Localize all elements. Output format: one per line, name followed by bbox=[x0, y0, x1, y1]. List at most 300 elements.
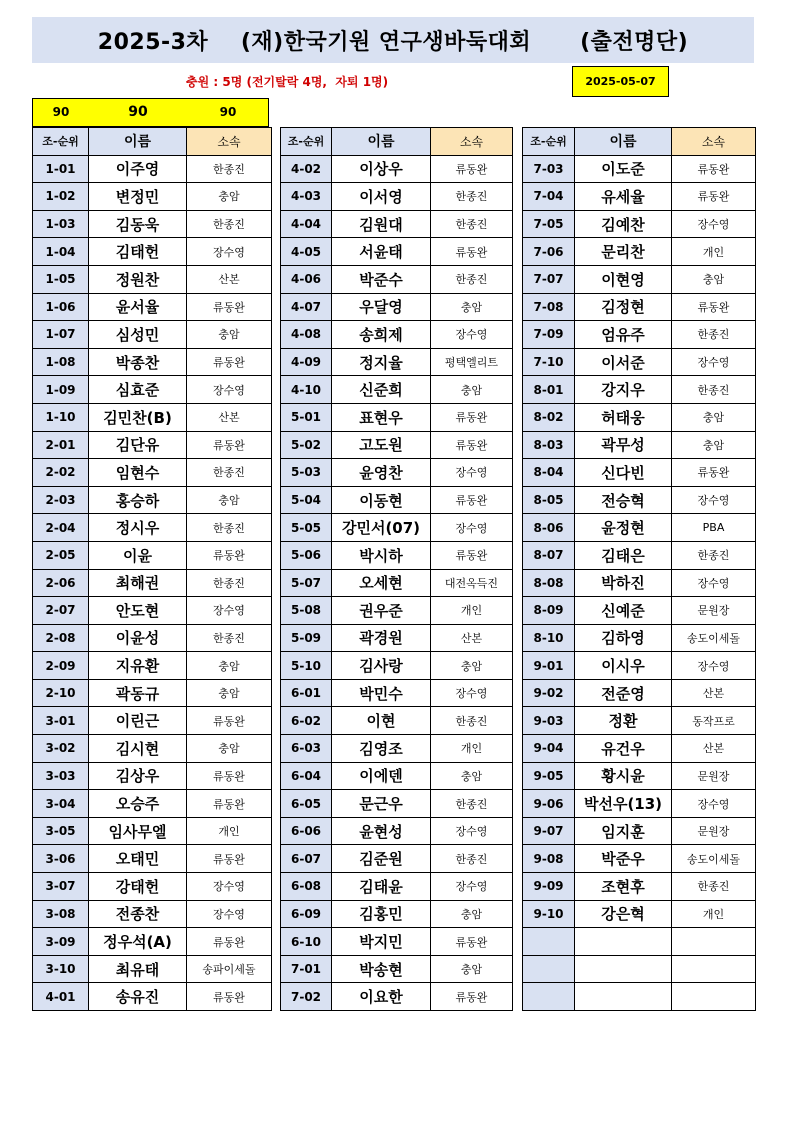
header-group-rank: 조-순위 bbox=[523, 128, 575, 156]
table-row bbox=[33, 459, 272, 487]
table-row bbox=[281, 293, 513, 321]
player-club: 충암 bbox=[672, 403, 756, 431]
player-group-rank: 3-05 bbox=[33, 817, 89, 845]
player-club: 산본 bbox=[187, 265, 272, 293]
player-club: 류동완 bbox=[431, 983, 513, 1011]
player-name: 강태헌 bbox=[89, 873, 187, 901]
table-row bbox=[33, 541, 272, 569]
player-group-rank: 7-05 bbox=[523, 210, 575, 238]
player-club: 류동완 bbox=[672, 183, 756, 211]
player-group-rank: 9-05 bbox=[523, 762, 575, 790]
player-club: 장수영 bbox=[187, 900, 272, 928]
player-club: 평택엘리트 bbox=[431, 348, 513, 376]
player-club: 류동완 bbox=[187, 293, 272, 321]
player-name bbox=[575, 983, 672, 1011]
player-name: 박지민 bbox=[332, 928, 431, 956]
player-group-rank: 2-05 bbox=[33, 541, 89, 569]
player-name: 이현영 bbox=[575, 265, 672, 293]
table-row bbox=[33, 210, 272, 238]
player-name: 이윤 bbox=[89, 541, 187, 569]
player-name: 강민서(07) bbox=[332, 514, 431, 542]
table-row bbox=[523, 735, 756, 763]
player-club: 한종진 bbox=[672, 541, 756, 569]
table-row bbox=[281, 762, 513, 790]
player-name: 김단유 bbox=[89, 431, 187, 459]
player-club: 산본 bbox=[672, 679, 756, 707]
table-row bbox=[33, 817, 272, 845]
player-name: 강지우 bbox=[575, 376, 672, 404]
player-name: 정지율 bbox=[332, 348, 431, 376]
player-name: 정환 bbox=[575, 707, 672, 735]
player-name: 전준영 bbox=[575, 679, 672, 707]
roster-table-1 bbox=[32, 127, 272, 1011]
table-row bbox=[281, 321, 513, 349]
roster-table-2 bbox=[280, 127, 513, 1011]
player-group-rank: 1-06 bbox=[33, 293, 89, 321]
player-group-rank: 7-01 bbox=[281, 955, 332, 983]
table-row bbox=[33, 569, 272, 597]
table-row bbox=[281, 155, 513, 183]
player-club: 대전옥득진 bbox=[431, 569, 513, 597]
player-name: 김태헌 bbox=[89, 238, 187, 266]
player-group-rank: 8-03 bbox=[523, 431, 575, 459]
player-group-rank: 7-07 bbox=[523, 265, 575, 293]
player-club bbox=[672, 928, 756, 956]
player-group-rank: 9-03 bbox=[523, 707, 575, 735]
header-group-rank: 조-순위 bbox=[281, 128, 332, 156]
table-row bbox=[281, 403, 513, 431]
player-group-rank: 9-09 bbox=[523, 873, 575, 901]
player-name: 임지훈 bbox=[575, 817, 672, 845]
player-club: 산본 bbox=[187, 403, 272, 431]
player-group-rank: 4-08 bbox=[281, 321, 332, 349]
player-group-rank: 8-06 bbox=[523, 514, 575, 542]
table-row bbox=[523, 514, 756, 542]
player-club: 류동완 bbox=[672, 293, 756, 321]
player-name: 김홍민 bbox=[332, 900, 431, 928]
table-row bbox=[281, 900, 513, 928]
table-row bbox=[33, 183, 272, 211]
player-group-rank: 7-08 bbox=[523, 293, 575, 321]
player-group-rank: 5-03 bbox=[281, 459, 332, 487]
player-name: 심성민 bbox=[89, 321, 187, 349]
player-club: 류동완 bbox=[187, 762, 272, 790]
player-group-rank: 4-10 bbox=[281, 376, 332, 404]
table-row bbox=[523, 155, 756, 183]
player-club: 충암 bbox=[187, 735, 272, 763]
player-club bbox=[672, 983, 756, 1011]
player-club: 송도이세돌 bbox=[672, 624, 756, 652]
table-row bbox=[523, 210, 756, 238]
player-group-rank: 1-10 bbox=[33, 403, 89, 431]
player-club: 송파이세돌 bbox=[187, 955, 272, 983]
table-row bbox=[281, 210, 513, 238]
player-club: 한종진 bbox=[187, 514, 272, 542]
table-row bbox=[33, 928, 272, 956]
player-club: 동작프로 bbox=[672, 707, 756, 735]
player-group-rank: 1-03 bbox=[33, 210, 89, 238]
table-row bbox=[281, 817, 513, 845]
table-row bbox=[281, 928, 513, 956]
player-name: 박하진 bbox=[575, 569, 672, 597]
player-group-rank: 5-06 bbox=[281, 541, 332, 569]
table-row bbox=[33, 983, 272, 1011]
table-row bbox=[33, 403, 272, 431]
header-club: 소속 bbox=[187, 128, 272, 156]
player-name: 최해권 bbox=[89, 569, 187, 597]
player-group-rank bbox=[523, 955, 575, 983]
player-group-rank: 5-02 bbox=[281, 431, 332, 459]
count-cell: 90 bbox=[52, 105, 70, 119]
player-group-rank: 9-10 bbox=[523, 900, 575, 928]
table-row bbox=[281, 376, 513, 404]
table-row bbox=[281, 624, 513, 652]
player-club: 한종진 bbox=[187, 569, 272, 597]
player-group-rank: 6-02 bbox=[281, 707, 332, 735]
player-club: 장수영 bbox=[431, 679, 513, 707]
player-group-rank: 9-06 bbox=[523, 790, 575, 818]
player-group-rank: 9-04 bbox=[523, 735, 575, 763]
player-club: 충암 bbox=[187, 486, 272, 514]
player-club: 류동완 bbox=[431, 928, 513, 956]
table-row bbox=[33, 955, 272, 983]
player-group-rank: 8-02 bbox=[523, 403, 575, 431]
player-group-rank: 2-01 bbox=[33, 431, 89, 459]
player-name: 이현 bbox=[332, 707, 431, 735]
table-row bbox=[523, 183, 756, 211]
replenishment-note: 충원 : 5명 (전기탈락 4명, 자퇴 1명) bbox=[186, 75, 389, 89]
player-name: 고도원 bbox=[332, 431, 431, 459]
player-name: 강은혁 bbox=[575, 900, 672, 928]
player-name: 윤영찬 bbox=[332, 459, 431, 487]
table-row bbox=[33, 597, 272, 625]
player-club: 장수영 bbox=[187, 238, 272, 266]
table-row bbox=[281, 431, 513, 459]
player-club: 장수영 bbox=[672, 790, 756, 818]
header-name: 이름 bbox=[89, 128, 187, 156]
table-row bbox=[523, 955, 756, 983]
player-club: 한종진 bbox=[187, 155, 272, 183]
player-name: 김원대 bbox=[332, 210, 431, 238]
player-name: 우달영 bbox=[332, 293, 431, 321]
player-group-rank: 5-07 bbox=[281, 569, 332, 597]
player-group-rank: 6-05 bbox=[281, 790, 332, 818]
player-name: 김태은 bbox=[575, 541, 672, 569]
table-row bbox=[523, 928, 756, 956]
player-name: 김사랑 bbox=[332, 652, 431, 680]
player-club: 장수영 bbox=[431, 817, 513, 845]
player-club: 한종진 bbox=[187, 210, 272, 238]
player-group-rank: 7-02 bbox=[281, 983, 332, 1011]
player-name: 김정현 bbox=[575, 293, 672, 321]
player-name: 서윤태 bbox=[332, 238, 431, 266]
player-club: 충암 bbox=[187, 321, 272, 349]
player-group-rank: 6-04 bbox=[281, 762, 332, 790]
player-club: 한종진 bbox=[431, 183, 513, 211]
player-group-rank: 1-01 bbox=[33, 155, 89, 183]
player-name: 문리찬 bbox=[575, 238, 672, 266]
table-row bbox=[281, 679, 513, 707]
player-name: 신준희 bbox=[332, 376, 431, 404]
player-group-rank: 2-07 bbox=[33, 597, 89, 625]
player-club: 충암 bbox=[431, 900, 513, 928]
player-name: 곽경원 bbox=[332, 624, 431, 652]
player-name: 정시우 bbox=[89, 514, 187, 542]
player-group-rank: 2-02 bbox=[33, 459, 89, 487]
player-name: 허태웅 bbox=[575, 403, 672, 431]
table-row bbox=[33, 431, 272, 459]
player-club: 산본 bbox=[672, 735, 756, 763]
player-club: 송도이세돌 bbox=[672, 845, 756, 873]
header-name: 이름 bbox=[332, 128, 431, 156]
player-name: 김동욱 bbox=[89, 210, 187, 238]
table-row bbox=[33, 321, 272, 349]
player-club: 문원장 bbox=[672, 762, 756, 790]
player-name: 김민찬(B) bbox=[89, 403, 187, 431]
player-club: 류동완 bbox=[431, 486, 513, 514]
table-row bbox=[523, 707, 756, 735]
player-name: 전종찬 bbox=[89, 900, 187, 928]
player-club: 류동완 bbox=[187, 707, 272, 735]
player-name: 이에덴 bbox=[332, 762, 431, 790]
player-name: 조현후 bbox=[575, 873, 672, 901]
count-cell: 90 bbox=[128, 104, 148, 120]
player-group-rank: 3-01 bbox=[33, 707, 89, 735]
player-group-rank: 1-08 bbox=[33, 348, 89, 376]
player-group-rank: 5-08 bbox=[281, 597, 332, 625]
player-group-rank: 4-01 bbox=[33, 983, 89, 1011]
table-row bbox=[281, 873, 513, 901]
player-name: 오태민 bbox=[89, 845, 187, 873]
player-name: 윤정현 bbox=[575, 514, 672, 542]
player-name: 김영조 bbox=[332, 735, 431, 763]
table-row bbox=[33, 652, 272, 680]
title-event: (재)한국기원 연구생바둑대회 bbox=[240, 29, 532, 55]
player-club: 장수영 bbox=[187, 873, 272, 901]
table-row bbox=[523, 459, 756, 487]
player-name: 유건우 bbox=[575, 735, 672, 763]
player-group-rank: 4-03 bbox=[281, 183, 332, 211]
player-club: 개인 bbox=[187, 817, 272, 845]
player-club: 류동완 bbox=[431, 541, 513, 569]
table-row bbox=[281, 541, 513, 569]
player-name: 김준원 bbox=[332, 845, 431, 873]
table-row bbox=[523, 652, 756, 680]
player-name: 김예찬 bbox=[575, 210, 672, 238]
player-name: 최유태 bbox=[89, 955, 187, 983]
player-club: 충암 bbox=[431, 652, 513, 680]
player-club: 장수영 bbox=[431, 459, 513, 487]
player-name: 임사무엘 bbox=[89, 817, 187, 845]
player-club: 충암 bbox=[431, 762, 513, 790]
title-roster-label: (출전명단) bbox=[580, 29, 689, 55]
header-name: 이름 bbox=[575, 128, 672, 156]
player-group-rank: 5-10 bbox=[281, 652, 332, 680]
player-club: 류동완 bbox=[431, 155, 513, 183]
player-club: 류동완 bbox=[672, 155, 756, 183]
player-name: 이윤성 bbox=[89, 624, 187, 652]
player-club: 한종진 bbox=[672, 321, 756, 349]
player-name: 이동현 bbox=[332, 486, 431, 514]
table-row bbox=[523, 293, 756, 321]
player-club: 장수영 bbox=[672, 348, 756, 376]
player-group-rank: 3-03 bbox=[33, 762, 89, 790]
player-group-rank: 1-09 bbox=[33, 376, 89, 404]
table-row bbox=[523, 900, 756, 928]
table-row bbox=[523, 569, 756, 597]
player-club: 개인 bbox=[431, 735, 513, 763]
player-name: 김시현 bbox=[89, 735, 187, 763]
player-group-rank: 5-01 bbox=[281, 403, 332, 431]
table-row bbox=[523, 817, 756, 845]
player-name: 박시하 bbox=[332, 541, 431, 569]
title-round: 2025-3차 bbox=[97, 29, 209, 55]
table-row bbox=[33, 900, 272, 928]
table-row bbox=[281, 183, 513, 211]
player-group-rank: 2-09 bbox=[33, 652, 89, 680]
player-group-rank: 6-03 bbox=[281, 735, 332, 763]
player-group-rank: 3-07 bbox=[33, 873, 89, 901]
player-group-rank: 4-05 bbox=[281, 238, 332, 266]
player-group-rank: 9-01 bbox=[523, 652, 575, 680]
player-club: 장수영 bbox=[187, 597, 272, 625]
player-group-rank: 3-08 bbox=[33, 900, 89, 928]
player-group-rank: 2-06 bbox=[33, 569, 89, 597]
player-group-rank: 6-01 bbox=[281, 679, 332, 707]
player-name: 박종찬 bbox=[89, 348, 187, 376]
player-name: 박준수 bbox=[332, 265, 431, 293]
player-name: 변정민 bbox=[89, 183, 187, 211]
player-name: 박송현 bbox=[332, 955, 431, 983]
player-name: 표현우 bbox=[332, 403, 431, 431]
player-club: 류동완 bbox=[431, 238, 513, 266]
player-name: 이린근 bbox=[89, 707, 187, 735]
player-name bbox=[575, 928, 672, 956]
event-date: 2025-05-07 bbox=[572, 66, 669, 97]
table-row bbox=[523, 403, 756, 431]
player-group-rank: 7-10 bbox=[523, 348, 575, 376]
table-row bbox=[33, 624, 272, 652]
player-group-rank: 5-04 bbox=[281, 486, 332, 514]
player-name: 정원찬 bbox=[89, 265, 187, 293]
player-name bbox=[575, 955, 672, 983]
player-group-rank bbox=[523, 983, 575, 1011]
table-row bbox=[523, 238, 756, 266]
player-club: 한종진 bbox=[672, 376, 756, 404]
player-group-rank: 4-09 bbox=[281, 348, 332, 376]
player-group-rank: 1-07 bbox=[33, 321, 89, 349]
player-group-rank: 8-05 bbox=[523, 486, 575, 514]
table-row bbox=[281, 983, 513, 1011]
player-club: 한종진 bbox=[187, 624, 272, 652]
table-row bbox=[281, 238, 513, 266]
player-club: 한종진 bbox=[431, 790, 513, 818]
player-club: 개인 bbox=[672, 900, 756, 928]
table-row bbox=[281, 486, 513, 514]
table-row bbox=[523, 265, 756, 293]
player-club: 충암 bbox=[672, 265, 756, 293]
table-row bbox=[33, 762, 272, 790]
player-group-rank: 3-04 bbox=[33, 790, 89, 818]
player-club: 류동완 bbox=[187, 541, 272, 569]
table-row bbox=[281, 735, 513, 763]
player-name: 안도현 bbox=[89, 597, 187, 625]
player-group-rank: 9-07 bbox=[523, 817, 575, 845]
player-club: 류동완 bbox=[431, 403, 513, 431]
player-club: 장수영 bbox=[431, 321, 513, 349]
player-club: 한종진 bbox=[431, 707, 513, 735]
player-group-rank: 7-06 bbox=[523, 238, 575, 266]
player-club: 충암 bbox=[431, 376, 513, 404]
table-row bbox=[281, 790, 513, 818]
player-group-rank: 2-10 bbox=[33, 679, 89, 707]
player-club: 개인 bbox=[431, 597, 513, 625]
player-group-rank: 3-09 bbox=[33, 928, 89, 956]
table-row bbox=[33, 735, 272, 763]
table-row bbox=[523, 321, 756, 349]
player-name: 윤현성 bbox=[332, 817, 431, 845]
table-row bbox=[523, 845, 756, 873]
player-club: 충암 bbox=[187, 652, 272, 680]
table-row bbox=[33, 845, 272, 873]
table-row bbox=[281, 707, 513, 735]
table-row bbox=[33, 679, 272, 707]
player-name: 이시우 bbox=[575, 652, 672, 680]
participant-counts bbox=[32, 98, 269, 127]
table-row bbox=[281, 845, 513, 873]
player-club: 장수영 bbox=[431, 873, 513, 901]
document-title bbox=[32, 17, 754, 63]
player-group-rank: 6-09 bbox=[281, 900, 332, 928]
player-name: 임현수 bbox=[89, 459, 187, 487]
table-row bbox=[523, 790, 756, 818]
table-row bbox=[33, 514, 272, 542]
player-name: 유세율 bbox=[575, 183, 672, 211]
player-club: 충암 bbox=[187, 679, 272, 707]
player-name: 신예준 bbox=[575, 597, 672, 625]
player-group-rank: 2-03 bbox=[33, 486, 89, 514]
player-club: 한종진 bbox=[431, 265, 513, 293]
player-club: 류동완 bbox=[431, 431, 513, 459]
player-group-rank: 9-02 bbox=[523, 679, 575, 707]
player-name: 심효준 bbox=[89, 376, 187, 404]
player-group-rank: 8-10 bbox=[523, 624, 575, 652]
player-group-rank: 1-02 bbox=[33, 183, 89, 211]
player-group-rank: 8-08 bbox=[523, 569, 575, 597]
player-name: 박민수 bbox=[332, 679, 431, 707]
player-club: 류동완 bbox=[187, 845, 272, 873]
player-group-rank: 6-08 bbox=[281, 873, 332, 901]
player-name: 엄유주 bbox=[575, 321, 672, 349]
player-name: 송희제 bbox=[332, 321, 431, 349]
player-group-rank: 6-07 bbox=[281, 845, 332, 873]
player-group-rank: 5-05 bbox=[281, 514, 332, 542]
player-group-rank: 4-06 bbox=[281, 265, 332, 293]
table-row bbox=[281, 652, 513, 680]
table-row bbox=[523, 431, 756, 459]
player-name: 곽무성 bbox=[575, 431, 672, 459]
player-name: 이서영 bbox=[332, 183, 431, 211]
player-name: 권우준 bbox=[332, 597, 431, 625]
table-row bbox=[281, 459, 513, 487]
count-cell: 90 bbox=[219, 105, 237, 119]
player-club: 개인 bbox=[672, 238, 756, 266]
player-club: 한종진 bbox=[672, 873, 756, 901]
player-group-rank: 7-03 bbox=[523, 155, 575, 183]
player-club: 장수영 bbox=[431, 514, 513, 542]
player-name: 지유환 bbox=[89, 652, 187, 680]
player-club: 문원장 bbox=[672, 817, 756, 845]
